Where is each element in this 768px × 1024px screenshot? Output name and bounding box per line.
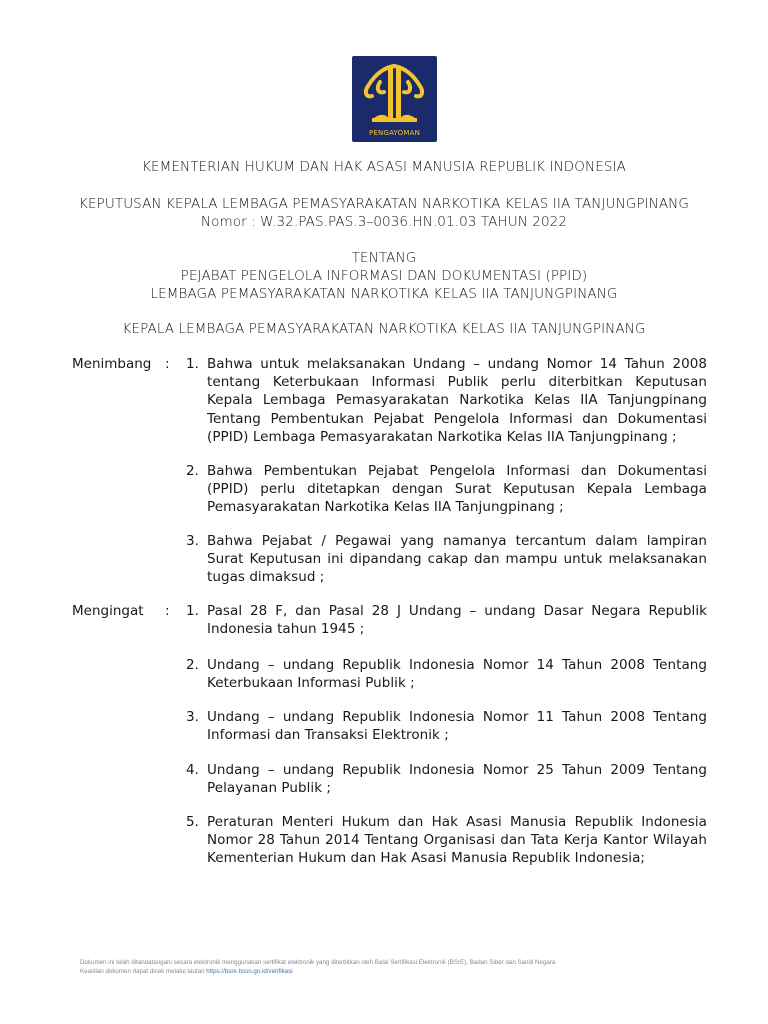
decree-title: KEPUTUSAN KEPALA LEMBAGA PEMASYARAKATAN NARKOTIKA KELAS IIA TANJUNGPINANG [79,196,689,212]
menimbang-item: Bahwa Pejabat / Pegawai yang namanya tercantum dalam lampiran Surat Keputusan ini dipandang cakap dan mampu untuk melaksanakan tugas dimaksud ; [207,533,707,586]
menimbang-item: Bahwa untuk melaksanakan Undang – undang Nomor 14 Tahun 2008 tentang Keterbukaan Informasi Publik perlu diterbitkan Keputusan Kepala Lembaga Pemasyarakatan Narkotika Kelas IIA Tanjungpinang Tentang Pembentukan Pejabat Pengelola Informasi dan Dokumentasi (PPID) Lembaga Pemasyarakatan Narkotika Kelas IIA Tanjungpinang ; [207,356,707,445]
menimbang-colon: : [165,356,170,372]
mengingat-item-number: 1. [186,603,199,619]
issuer-title: KEPALA LEMBAGA PEMASYARAKATAN NARKOTIKA KELAS IIA TANJUNGPINANG [122,321,646,337]
subject-line-2: LEMBAGA PEMASYARAKATAN NARKOTIKA KELAS IIA TANJUNGPINANG [150,286,618,302]
mengingat-item: Undang – undang Republik Indonesia Nomor 14 Tahun 2008 Tentang Keterbukaan Informasi Publik ; [207,657,707,692]
menimbang-item-number: 1. [186,356,199,372]
menimbang-item-number: 3. [186,533,199,549]
pengayoman-logo [352,56,437,142]
about-heading: TENTANG [351,250,417,266]
decree-number: Nomor : W.32.PAS.PAS.3–0036.HN.01.03 TAHUN 2022 [200,214,568,230]
mengingat-item: Peraturan Menteri Hukum dan Hak Asasi Manusia Republik Indonesia Nomor 28 Tahun 2014 Tentang Organisasi dan Tata Kerja Kantor Wilayah Kementerian Hukum dan Hak Asasi Manusia Republik Indonesia; [207,814,707,867]
mengingat-label: Mengingat [72,603,144,619]
mengingat-item-number: 5. [186,814,199,830]
logo-caption: PENGAYOMAN [368,129,421,137]
mengingat-colon: : [165,603,170,619]
menimbang-label: Menimbang [72,356,152,372]
subject-line-1: PEJABAT PENGELOLA INFORMASI DAN DOKUMENTASI (PPID) [180,268,588,284]
mengingat-item-number: 2. [186,657,199,673]
mengingat-item: Pasal 28 F, dan Pasal 28 J Undang – undang Dasar Negara Republik Indonesia tahun 1945 ; [207,603,707,638]
menimbang-item-number: 2. [186,463,199,479]
verification-text: Keaslian dokumen dapat dicek melalui tautan [80,968,207,975]
mengingat-item: Undang – undang Republik Indonesia Nomor 11 Tahun 2008 Tentang Informasi dan Transaksi Elektronik ; [207,709,707,744]
menimbang-item: Bahwa Pembentukan Pejabat Pengelola Informasi dan Dokumentasi (PPID) perlu ditetapkan dengan Surat Keputusan Kepala Lembaga Pemasyarakatan Narkotika Kelas IIA Tanjungpinang ; [207,463,707,516]
ministry-title: KEMENTERIAN HUKUM DAN HAK ASASI MANUSIA REPUBLIK INDONESIA [142,159,626,175]
mengingat-item: Undang – undang Republik Indonesia Nomor 25 Tahun 2009 Tentang Pelayanan Publik ; [207,762,707,797]
verification-link[interactable]: https://bsre.bssn.go.id/verifikasi [206,968,293,975]
mengingat-item-number: 4. [186,762,199,778]
signature-notice-line: Dokumen ini telah ditandatangani secara elektronik menggunakan sertifikat elektronik yang diterbitkan oleh Balai Sertifikasi Elektronik (BSrE), Badan Siber dan Sandi Negara [80,959,556,966]
mengingat-item-number: 3. [186,709,199,725]
signature-notice [80,958,720,976]
verification-line [80,967,720,976]
